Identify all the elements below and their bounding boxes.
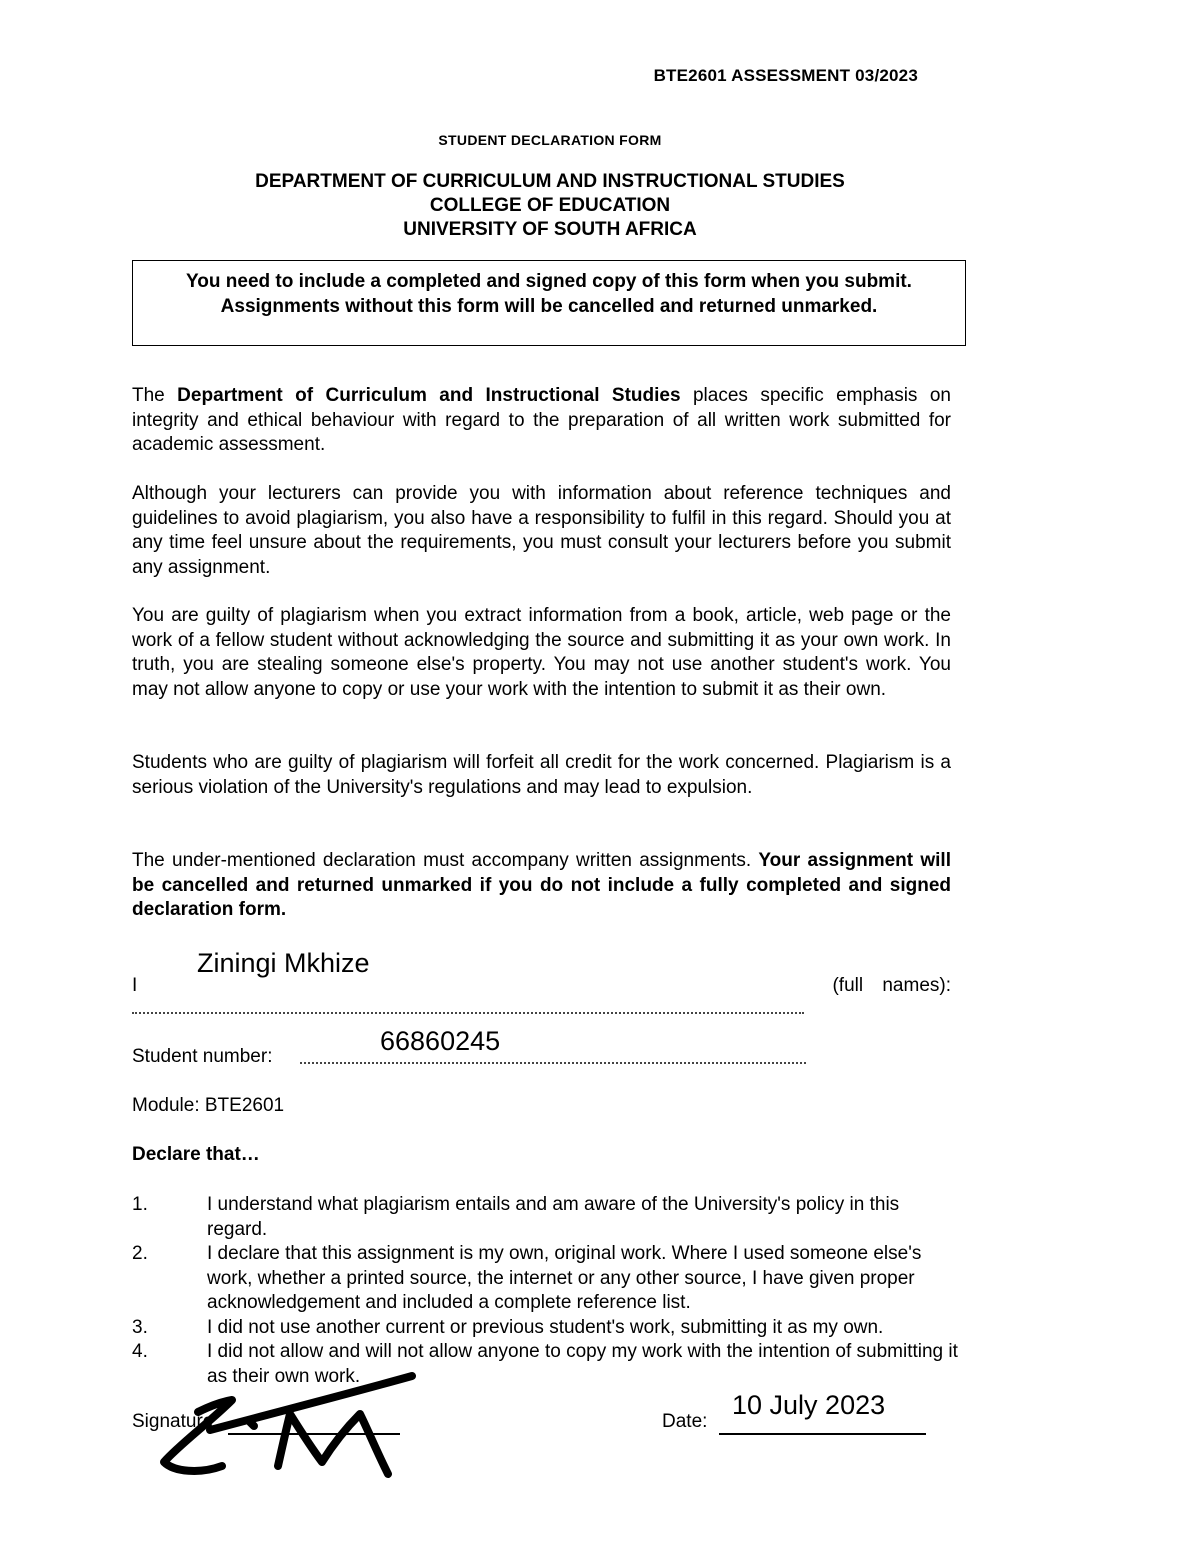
list-item-text: I understand what plagiarism entails and am aware of the University's policy in this regard.	[207, 1194, 900, 1240]
student-number-dotted-line	[300, 1062, 806, 1064]
institution-heading	[0, 170, 1100, 242]
paragraph-responsibility: Although your lecturers can provide you with information about reference techniques and guidelines to avoid plagiarism, you also have a responsibility to fulfil in this regard. Should you at any time feel unsure about the requirements, you must consult your lecturers before you submit any assignment.	[132, 483, 951, 578]
paragraph-integrity	[132, 384, 951, 458]
list-item-number: 4.	[132, 1341, 148, 1362]
list-item-text: I declare that this assignment is my own, original work. Where I used someone else's work, whether a printed source, the internet or any other source, I have given proper acknowledgement and included a complete reference list.	[207, 1243, 922, 1313]
handwritten-signature[interactable]	[150, 1370, 420, 1490]
list-item	[132, 1242, 962, 1316]
list-item-number: 1.	[132, 1194, 148, 1215]
date-line	[719, 1433, 926, 1435]
list-item-text: I did not use another current or previous student's work, submitting it as my own.	[207, 1316, 884, 1338]
list-item-text: I did not allow and will not allow anyone to copy my work with the intention of submitting it as their own work.	[207, 1341, 958, 1387]
date-label: Date:	[662, 1411, 708, 1432]
assessment-code: BTE2601 ASSESSMENT 03/2023	[653, 66, 918, 85]
declaration-list	[132, 1193, 962, 1389]
signature-label: Signature	[132, 1411, 214, 1432]
full-name-field[interactable]: Ziningi Mkhize	[197, 948, 370, 978]
paragraph-declaration-requirement	[132, 849, 951, 923]
date-field[interactable]: 10 July 2023	[732, 1390, 886, 1420]
declare-that-heading: Declare that…	[132, 1144, 260, 1165]
paragraph-integrity-prefix: The	[132, 385, 178, 406]
university-name: UNIVERSITY OF SOUTH AFRICA	[403, 219, 697, 240]
student-number-field[interactable]: 66860245	[380, 1026, 501, 1056]
i-label: I	[132, 975, 138, 996]
department-name: DEPARTMENT OF CURRICULUM AND INSTRUCTIONAL STUDIES	[255, 171, 845, 192]
requirement-plain-text: The under-mentioned declaration must accompany written assignments.	[132, 850, 759, 871]
college-name: COLLEGE OF EDUCATION	[429, 195, 671, 216]
list-item-number: 2.	[132, 1243, 148, 1264]
submission-notice: You need to include a completed and signed copy of this form when you submit. Assignments without this form will be cancelled and returned unmarked.	[132, 260, 966, 346]
list-item-number: 3.	[132, 1316, 148, 1338]
requirement-bold-text: Your assignment will be cancelled and returned unmarked if you do not include a fully completed and signed declaration form.	[132, 850, 951, 920]
full-name-dotted-line	[132, 1012, 804, 1014]
full-names-label: (full names):	[832, 975, 951, 996]
list-item	[132, 1316, 962, 1341]
form-title: STUDENT DECLARATION FORM	[438, 132, 662, 148]
paragraph-plagiarism-definition: You are guilty of plagiarism when you extract information from a book, article, web page or the work of a fellow student without acknowledging the source and submitting it as your own work. In truth, you are stealing someone else's property. You may not use another student's work. You may not allow anyone to copy or use your work with the intention to submit it as their own.	[132, 605, 951, 700]
paragraph-consequences: Students who are guilty of plagiarism will forfeit all credit for the work concerned. Plagiarism is a serious violation of the University's regulations and may lead to expulsion.	[132, 752, 951, 798]
paragraph-integrity-suffix: places specific emphasis on integrity and ethical behaviour with regard to the preparation of all written work submitted for academic assessment.	[132, 385, 951, 455]
student-number-label: Student number:	[132, 1046, 273, 1067]
list-item	[132, 1193, 962, 1242]
department-bold-name: Department of Curriculum and Instructional Studies	[177, 385, 681, 406]
module-line: Module: BTE2601	[132, 1095, 285, 1116]
